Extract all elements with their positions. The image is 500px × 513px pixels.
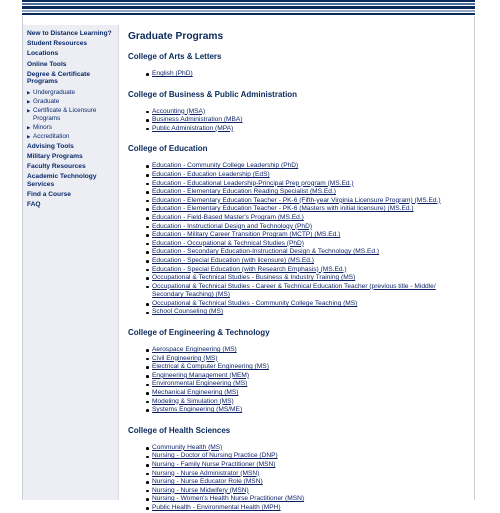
program-list-item: [152, 266, 468, 275]
program-list-item: [152, 452, 468, 461]
program-list-item: [152, 197, 468, 206]
sidebar-item-locations[interactable]: Locations: [27, 50, 59, 58]
program-link[interactable]: Mechanical Engineering (MS): [152, 389, 239, 397]
program-list-item: [152, 504, 468, 513]
program-link[interactable]: Nursing - Nurse Administrator (MSN): [152, 469, 260, 477]
college-list: [128, 52, 468, 513]
program-list-item: [152, 444, 468, 453]
sidebar-item-academic-technology-services[interactable]: Academic Technology Services: [27, 173, 97, 188]
program-list-item: [152, 214, 468, 223]
program-list-item: [152, 372, 468, 381]
program-link[interactable]: Aerospace Engineering (MS): [152, 346, 237, 354]
program-list-item: [152, 108, 468, 117]
program-link[interactable]: Environmental Engineering (MS): [152, 380, 248, 388]
main-content: [128, 30, 468, 513]
program-link[interactable]: Occupational & Technical Studies - Business & Industry Training (MS): [152, 274, 356, 282]
program-link[interactable]: Nursing - Family Nurse Practitioner (MSN): [152, 461, 276, 468]
program-list-item: [152, 283, 468, 300]
subnav-item-label: Undergraduate: [33, 88, 76, 96]
college-section: [128, 328, 468, 415]
subnav-item-label: Certificate & Licensure Programs: [33, 107, 97, 122]
program-link[interactable]: Electrical & Computer Engineering (MS): [152, 363, 269, 371]
program-list-item: [152, 231, 468, 240]
program-list-item: [152, 461, 468, 470]
program-link[interactable]: Education - Special Education (with licensure) (MS.Ed.): [152, 256, 314, 264]
program-list-item: [152, 171, 468, 180]
program-link[interactable]: Public Administration (MPA): [152, 124, 234, 132]
program-list-item: [152, 380, 468, 389]
program-list-item: [152, 406, 468, 415]
sidebar-nav: [23, 25, 119, 500]
program-link[interactable]: Nursing - Nurse Educator Role (MSN): [152, 478, 263, 486]
triangle-right-icon: ▶: [27, 134, 31, 140]
college-heading: College of Business & Public Administration: [128, 89, 298, 99]
program-link[interactable]: Education - Instructional Design and Technology (PhD): [152, 222, 313, 230]
sidebar-item-advising-tools[interactable]: Advising Tools: [27, 142, 74, 150]
program-link[interactable]: English (PhD): [152, 70, 193, 77]
program-link[interactable]: Education - Education Leadership (EdS): [152, 170, 270, 178]
program-link[interactable]: Engineering Management (MEM): [152, 371, 250, 379]
sidebar-subnav: [27, 89, 118, 141]
triangle-right-icon: ▶: [27, 124, 31, 130]
triangle-right-icon: ▶: [27, 89, 31, 95]
program-link[interactable]: Education - Community College Leadership (PhD): [152, 162, 299, 170]
program-list-item: [152, 205, 468, 214]
program-link[interactable]: Nursing - Doctor of Nursing Practice (DNP): [152, 452, 278, 460]
program-list-item: [152, 355, 468, 364]
program-link[interactable]: Education - Special Education (with Research Emphasis) (MS.Ed.): [152, 265, 347, 273]
college-heading: College of Health Sciences: [128, 425, 231, 435]
program-list-item: [152, 478, 468, 487]
sidebar-item-student-resources[interactable]: Student Resources: [27, 40, 88, 48]
program-link[interactable]: School Counseling (MS): [152, 308, 224, 316]
sidebar-item-online-tools[interactable]: Online Tools: [27, 60, 67, 68]
program-link[interactable]: Civil Engineering (MS): [152, 354, 218, 362]
program-link[interactable]: Education - Elementary Education Teacher - PK-6 (Masters with initial licensure) (MS.Ed.): [152, 205, 414, 213]
program-list-item: [152, 116, 468, 125]
program-link[interactable]: Education - Occupational & Technical Studies (PhD): [152, 239, 304, 247]
college-section: [128, 144, 468, 317]
program-list-item: [152, 487, 468, 496]
program-list-item: [152, 398, 468, 407]
program-link[interactable]: Occupational & Technical Studies - Community College Teaching (MS): [152, 299, 358, 307]
program-list-item: [152, 257, 468, 266]
program-list: [128, 162, 468, 317]
program-link[interactable]: Nursing - Nurse Midwifery (MSN): [152, 486, 249, 494]
page-title: Graduate Programs: [128, 31, 224, 42]
program-link[interactable]: Education - Elementary Education Teacher - PK-6 (Fifth-year Virginia Licensure Program) (MS.Ed.): [152, 196, 441, 204]
triangle-right-icon: ▶: [27, 98, 31, 104]
program-list-item: [152, 162, 468, 171]
program-link[interactable]: Education - Field-Based Master's Program (MS.Ed.): [152, 213, 304, 221]
program-link[interactable]: Modeling & Simulation (MS): [152, 397, 234, 405]
program-list-item: [152, 248, 468, 257]
sidebar-item-degree-programs[interactable]: Degree & Certificate Programs: [27, 70, 91, 86]
college-section: [128, 52, 468, 79]
program-link[interactable]: Systems Engineering (MS/ME): [152, 406, 243, 414]
college-heading: College of Engineering & Technology: [128, 328, 270, 338]
sidebar-item-military-programs[interactable]: Military Programs: [27, 152, 83, 160]
program-list-item: [152, 223, 468, 232]
program-link[interactable]: Education - Educational Leadership-Principal Prep program (MS.Ed.): [152, 179, 354, 187]
subnav-item-label: Minors: [33, 123, 52, 131]
program-list: [128, 108, 468, 134]
program-link[interactable]: Accounting (MSA): [152, 107, 206, 115]
program-list-item: [152, 470, 468, 479]
program-list-item: [152, 300, 468, 309]
subnav-item-accreditation[interactable]: [27, 133, 118, 140]
program-list-item: [152, 188, 468, 197]
college-heading: College of Education: [128, 144, 208, 154]
program-list-item: [152, 180, 468, 189]
sidebar-item-faq[interactable]: FAQ: [27, 201, 41, 209]
program-list-item: [152, 125, 468, 134]
subnav-item-graduate[interactable]: [27, 98, 118, 105]
program-list-item: [152, 363, 468, 372]
header-stripes: [22, 0, 475, 16]
program-link[interactable]: Education - Military Career Transition Program (MCTP) (MS.Ed.): [152, 231, 341, 239]
subnav-item-undergraduate[interactable]: [27, 89, 118, 96]
subnav-item-label: Accreditation: [33, 133, 70, 141]
program-link[interactable]: Education - Secondary Education-Instructional Design & Technology (MS.Ed.): [152, 248, 380, 256]
program-link[interactable]: Occupational & Technical Studies - Career & Technical Education Teacher (previous title - Middle/ Secondary Teaching) (MS): [152, 282, 436, 299]
program-list: [128, 346, 468, 415]
college-section: [128, 90, 468, 134]
program-link[interactable]: Education - Elementary Education Reading Specialist (MS.Ed.): [152, 188, 336, 196]
program-list-item: [152, 274, 468, 283]
subnav-item-certificate-licensure[interactable]: [27, 107, 118, 121]
program-list-item: [152, 240, 468, 249]
program-list-item: [152, 389, 468, 398]
program-list-item: [152, 70, 468, 79]
sidebar-item-find-a-course[interactable]: Find a Course: [27, 191, 71, 199]
program-link[interactable]: Community Health (MS): [152, 443, 223, 451]
sidebar-item-new-to-distance-learning[interactable]: New to Distance Learning?: [27, 30, 112, 37]
page-border-right: [474, 16, 475, 500]
triangle-right-icon: ▶: [27, 108, 31, 114]
college-heading: College of Arts & Letters: [128, 52, 222, 61]
program-link[interactable]: Business Administration (MBA): [152, 116, 243, 124]
program-list-item: [152, 308, 468, 317]
subnav-item-minors[interactable]: [27, 124, 118, 131]
program-link[interactable]: Public Health - Environmental Health (MPH): [152, 503, 281, 511]
program-list-item: [152, 346, 468, 355]
program-list: [128, 70, 468, 79]
sidebar-item-faculty-resources[interactable]: Faculty Resources: [27, 163, 86, 171]
subnav-item-label: Graduate: [33, 97, 60, 105]
program-link[interactable]: Nursing - Women's Health Nurse Practitioner (MSN): [152, 495, 305, 503]
program-list: [128, 444, 468, 513]
